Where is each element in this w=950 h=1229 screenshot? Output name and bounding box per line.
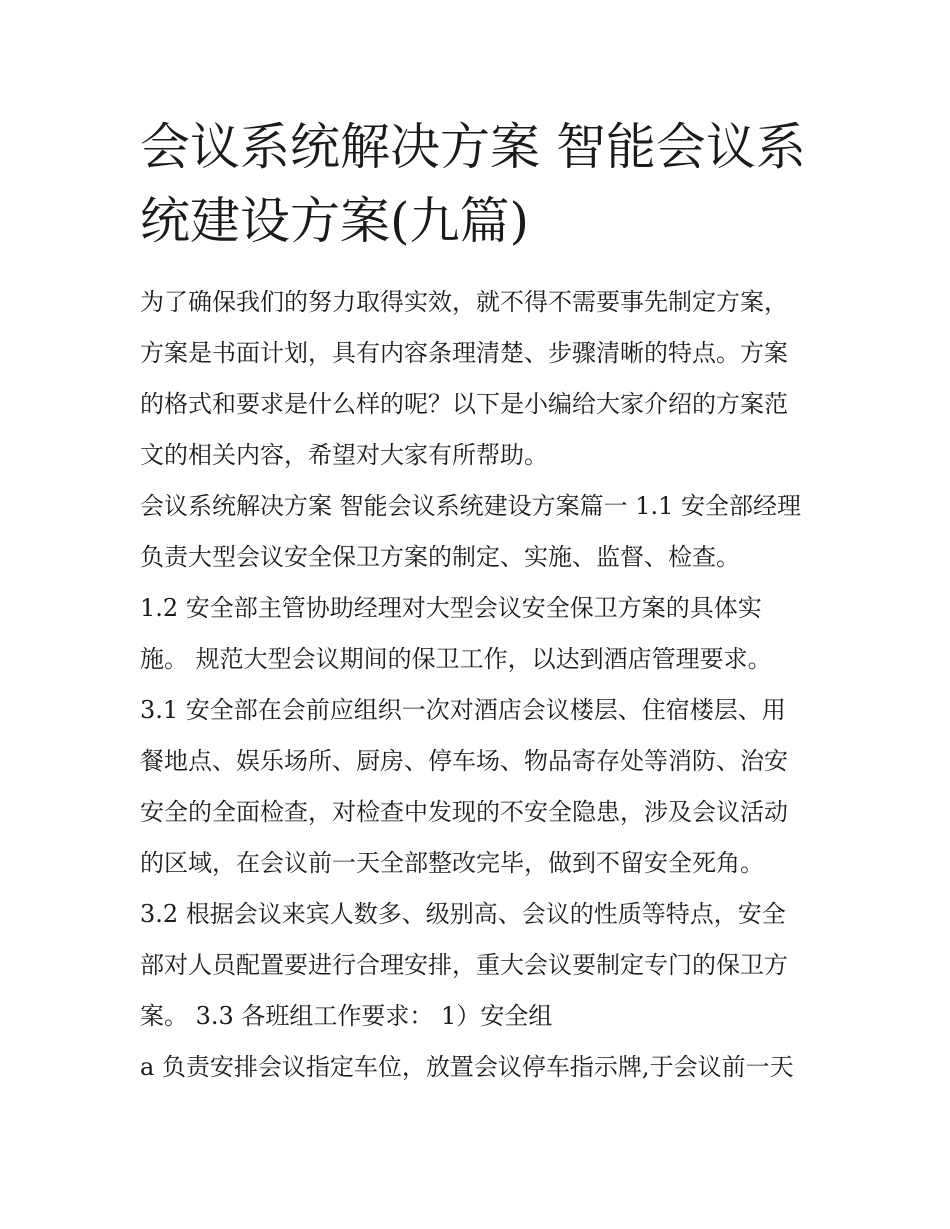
- body-line: 文的相关内容，希望对大家有所帮助。: [140, 441, 548, 469]
- body-line: 1.2 安全部主管协助经理对大型会议安全保卫方案的具体实: [140, 594, 762, 622]
- body-line: 的格式和要求是什么样的呢？以下是小编给大家介绍的方案范: [140, 390, 788, 418]
- document-body: [140, 277, 830, 1093]
- body-line: 会议系统解决方案 智能会议系统建设方案篇一 1.1 安全部经理: [140, 492, 802, 520]
- body-line: 为了确保我们的努力取得实效，就不得不需要事先制定方案，: [140, 288, 788, 316]
- body-line: 餐地点、娱乐场所、厨房、停车场、物品寄存处等消防、治安: [140, 747, 788, 775]
- body-line: 部对人员配置要进行合理安排，重大会议要制定专门的保卫方: [140, 951, 788, 979]
- body-line: 3.2 根据会议来宾人数多、级别高、会议的性质等特点，安全: [140, 900, 786, 928]
- title-line: 会议系统解决方案 智能会议系: [140, 118, 806, 176]
- body-line: 方案是书面计划，具有内容条理清楚、步骤清晰的特点。方案: [140, 339, 788, 367]
- body-line: 安全的全面检查，对检查中发现的不安全隐患，涉及会议活动: [140, 798, 788, 826]
- body-line: a 负责安排会议指定车位，放置会议停车指示牌,于会议前一天: [140, 1053, 794, 1081]
- body-line: 的区域，在会议前一天全部整改完毕，做到不留安全死角。: [140, 849, 764, 877]
- document-title: [140, 110, 820, 258]
- title-line: 统建设方案(九篇): [140, 192, 530, 250]
- body-line: 负责大型会议安全保卫方案的制定、实施、监督、检查。: [140, 543, 740, 571]
- body-line: 施。 规范大型会议期间的保卫工作，以达到酒店管理要求。: [140, 645, 772, 673]
- body-line: 案。 3.3 各班组工作要求： 1）安全组: [140, 1002, 553, 1030]
- body-line: 3.1 安全部在会前应组织一次对酒店会议楼层、住宿楼层、用: [140, 696, 786, 724]
